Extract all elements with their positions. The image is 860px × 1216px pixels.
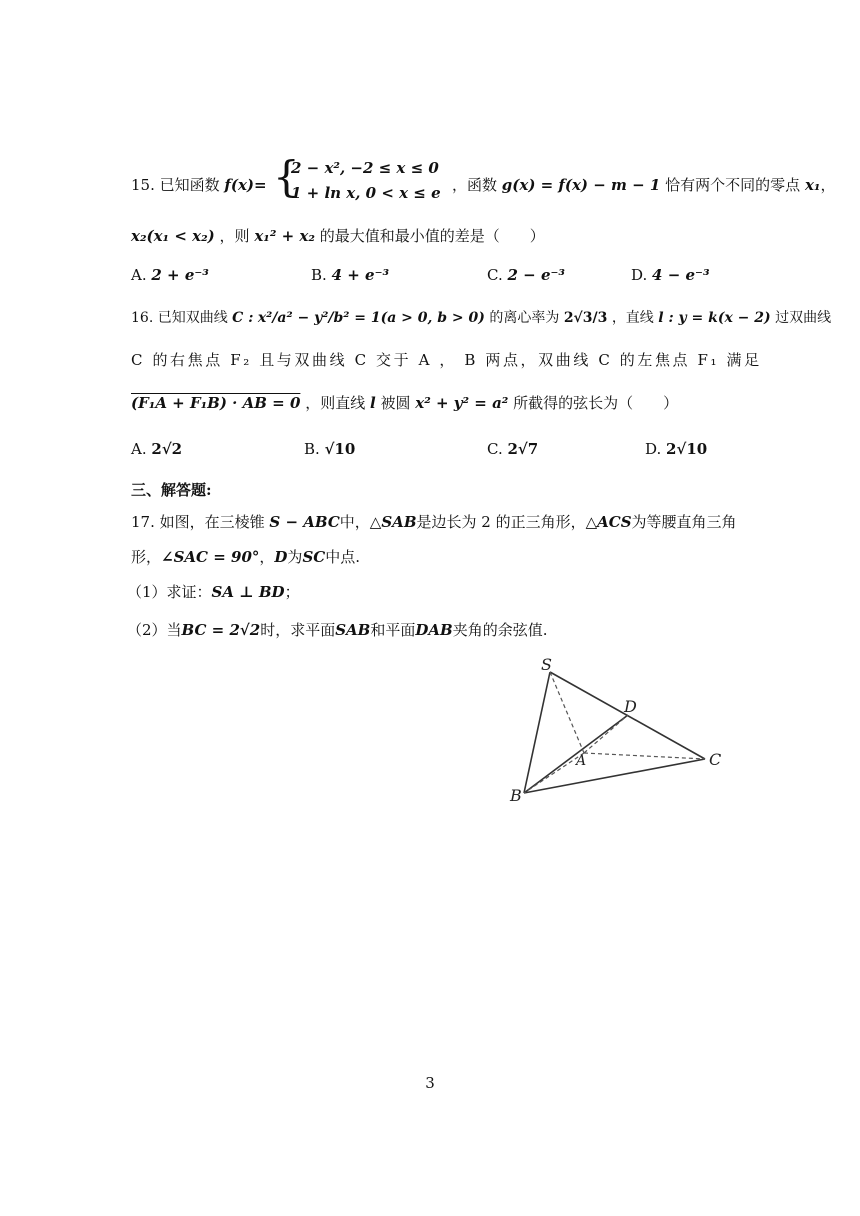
q15-piece2: 1 + ln x, 0 < x ≤ e bbox=[291, 184, 441, 202]
pyramid-figure bbox=[500, 655, 760, 805]
page-number: 3 bbox=[425, 1074, 435, 1092]
q15-option-a: A. 2 + e⁻³ bbox=[131, 266, 209, 284]
edge-ac bbox=[584, 753, 705, 759]
q15-line2: x₂(x₁ < x₂) ，则 x₁² + x₂ 的最大值和最小值的差是（ ） bbox=[131, 227, 545, 245]
q15-f-name: f(x)= bbox=[224, 176, 267, 194]
q17-line1: 17. 如图，在三棱锥 S − ABC中，△SAB是边长为 2 的正三角形，△ACS为等腰直角三角 bbox=[131, 513, 737, 531]
q15-piece1: 2 − x², −2 ≤ x ≤ 0 bbox=[291, 159, 439, 177]
label-d: D bbox=[624, 697, 637, 716]
q15-option-c: C. 2 − e⁻³ bbox=[487, 266, 565, 284]
q16-vector-expr: (F₁A + F₁B) · AB = 0 bbox=[131, 394, 301, 412]
q16-hyperbola: x²/a² − y²/b² = 1(a > 0, b > 0) bbox=[257, 310, 485, 326]
section-title: 三、解答题: bbox=[131, 481, 212, 499]
q15-line1-rest: ，函数 g(x) = f(x) − m − 1 恰有两个不同的零点 x₁， bbox=[452, 176, 836, 194]
q15-option-d: D. 4 − e⁻³ bbox=[631, 266, 710, 284]
label-s: S bbox=[541, 655, 552, 674]
q17-part1: （1）求证：SA ⊥ BD； bbox=[127, 583, 300, 601]
edge-sa bbox=[550, 672, 584, 753]
q16-line2: C 的右焦点 F₂ 且与双曲线 C 交于 A ， B 两点，双曲线 C 的左焦点 F₁ 满足 bbox=[131, 351, 762, 369]
q17-part2: （2）当BC = 2√2时，求平面SAB和平面DAB夹角的余弦值. bbox=[127, 621, 548, 639]
q15-prefix: 15. 已知函数 bbox=[131, 176, 220, 194]
q16-option-b: B. √10 bbox=[304, 440, 356, 458]
q16-option-c: C. 2√7 bbox=[487, 440, 539, 458]
label-b: B bbox=[510, 786, 522, 805]
q15-g-expr: g(x) = f(x) − m − 1 bbox=[501, 176, 661, 194]
q15-line1 bbox=[131, 175, 267, 195]
q16-eccentricity: 2√3/3 bbox=[563, 310, 608, 326]
label-c: C bbox=[709, 750, 722, 769]
edge-bc bbox=[524, 759, 705, 793]
q16-option-d: D. 2√10 bbox=[645, 440, 708, 458]
q15-brace: { bbox=[273, 152, 300, 201]
edge-sb bbox=[524, 672, 550, 793]
q16-line1: 16. 已知双曲线 C : x²/a² − y²/b² = 1(a > 0, b > 0) 的离心率为 2√3/3 ，直线 l : y = k(x − 2) 过双曲线 bbox=[131, 310, 832, 326]
q16-option-a: A. 2√2 bbox=[131, 440, 183, 458]
q16-line3: (F₁A + F₁B) · AB = 0 ，则直线 l 被圆 x² + y² = a² 所截得的弦长为（ ） bbox=[131, 394, 679, 412]
edge-ad bbox=[584, 715, 628, 753]
q17-line2: 形，∠SAC = 90°，D为SC中点. bbox=[131, 548, 360, 566]
q15-option-b: B. 4 + e⁻³ bbox=[311, 266, 390, 284]
label-a: A bbox=[576, 753, 587, 769]
